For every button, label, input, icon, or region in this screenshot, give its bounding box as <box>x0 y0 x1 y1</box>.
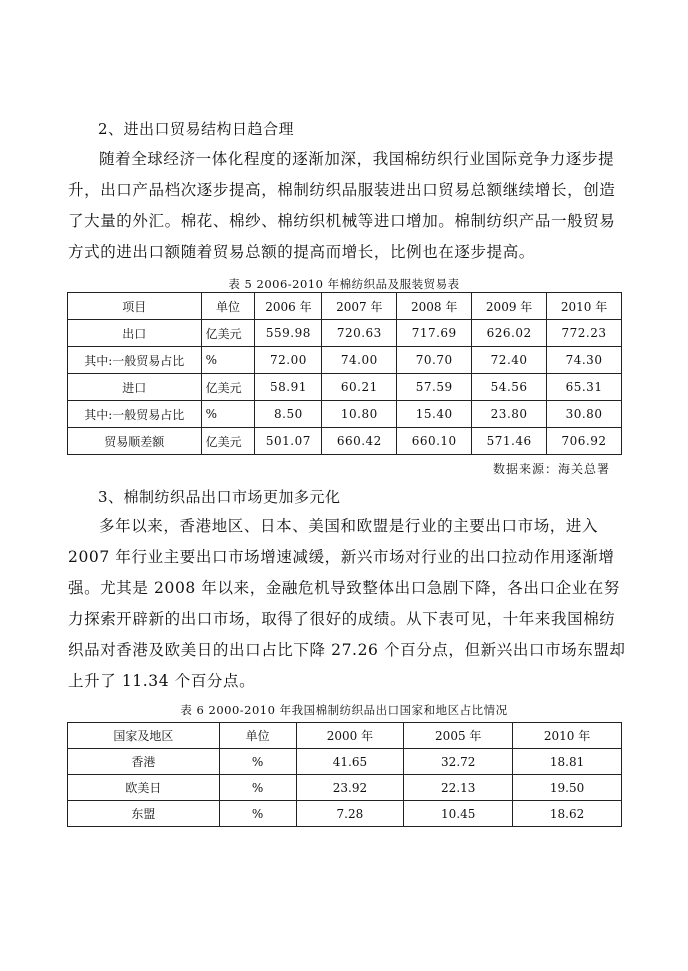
paragraph-line: 随着全球经济一体化程度的逐渐加深，我国棉纺织行业国际竞争力逐步提 <box>99 150 615 168</box>
row-label: 香港 <box>68 749 220 775</box>
value-cell: 18.81 <box>513 749 622 775</box>
value-cell: 72.40 <box>472 347 547 374</box>
value-cell: 720.63 <box>322 320 397 347</box>
row-label: 欧美日 <box>68 775 220 801</box>
value-cell: 57.59 <box>397 374 472 401</box>
table-row <box>68 801 622 827</box>
unit-cell: % <box>219 749 296 775</box>
value-cell: 660.42 <box>322 428 397 455</box>
value-cell: 559.98 <box>255 320 322 347</box>
value-cell: 32.72 <box>404 749 513 775</box>
value-cell: 23.92 <box>296 775 404 801</box>
paragraph-line: 力探索开辟新的出口市场，取得了很好的成绩。从下表可见，十年来我国棉纺 <box>68 610 616 628</box>
header-cell: 项目 <box>68 293 202 320</box>
table-row <box>68 775 622 801</box>
value-cell: 717.69 <box>397 320 472 347</box>
paragraph-line: 2007 年行业主要出口市场增速减缓，新兴市场对行业的出口拉动作用逐渐增 <box>68 548 615 566</box>
value-cell: 74.00 <box>322 347 397 374</box>
value-cell: 54.56 <box>472 374 547 401</box>
paragraph-line: 升，出口产品档次逐步提高，棉制纺织品服装进出口贸易总额继续增长，创造 <box>68 181 616 199</box>
row-label: 进口 <box>68 374 202 401</box>
value-cell: 501.07 <box>255 428 322 455</box>
table-row <box>68 320 622 347</box>
row-label: 其中:一般贸易占比 <box>68 347 202 374</box>
table-caption: 表 5 2006-2010 年棉纺织品及服装贸易表 <box>228 277 460 291</box>
value-cell: 8.50 <box>255 401 322 428</box>
value-cell: 10.80 <box>322 401 397 428</box>
unit-cell: % <box>201 401 255 428</box>
unit-cell: % <box>219 775 296 801</box>
value-cell: 30.80 <box>547 401 622 428</box>
value-cell: 23.80 <box>472 401 547 428</box>
section-heading: 2、进出口贸易结构日趋合理 <box>98 120 295 138</box>
paragraph-line: 多年以来，香港地区、日本、美国和欧盟是行业的主要出口市场，进入 <box>99 517 599 535</box>
header-cell: 国家及地区 <box>68 723 220 749</box>
table-caption: 表 6 2000-2010 年我国棉制纺织品出口国家和地区占比情况 <box>180 703 508 717</box>
value-cell: 706.92 <box>547 428 622 455</box>
value-cell: 10.45 <box>404 801 513 827</box>
table-row <box>68 749 622 775</box>
value-cell: 660.10 <box>397 428 472 455</box>
value-cell: 58.91 <box>255 374 322 401</box>
paragraph-line: 上升了 11.34 个百分点。 <box>68 672 256 690</box>
header-cell: 2009 年 <box>472 293 547 320</box>
header-cell: 2007 年 <box>322 293 397 320</box>
section-heading: 3、棉制纺织品出口市场更加多元化 <box>98 488 341 506</box>
value-cell: 7.28 <box>296 801 404 827</box>
paragraph-line: 强。尤其是 2008 年以来，金融危机导致整体出口急剧下降，各出口企业在努 <box>68 579 621 597</box>
value-cell: 70.70 <box>397 347 472 374</box>
value-cell: 65.31 <box>547 374 622 401</box>
value-cell: 74.30 <box>547 347 622 374</box>
row-label: 其中:一般贸易占比 <box>68 401 202 428</box>
paragraph <box>68 511 628 697</box>
row-label: 东盟 <box>68 801 220 827</box>
value-cell: 19.50 <box>513 775 622 801</box>
header-cell: 2008 年 <box>397 293 472 320</box>
header-cell: 2010 年 <box>513 723 622 749</box>
paragraph-line: 织品对香港及欧美日的出口占比下降 27.26 个百分点，但新兴出口市场东盟却 <box>68 641 626 659</box>
header-cell: 单位 <box>201 293 255 320</box>
header-cell: 2006 年 <box>255 293 322 320</box>
header-cell: 2000 年 <box>296 723 404 749</box>
paragraph-line: 了大量的外汇。棉花、棉纱、棉纺织机械等进口增加。棉制纺织产品一般贸易 <box>68 212 616 230</box>
value-cell: 72.00 <box>255 347 322 374</box>
header-cell: 单位 <box>219 723 296 749</box>
table-header-row <box>68 293 622 320</box>
value-cell: 22.13 <box>404 775 513 801</box>
value-cell: 18.62 <box>513 801 622 827</box>
header-cell: 2010 年 <box>547 293 622 320</box>
value-cell: 15.40 <box>397 401 472 428</box>
unit-cell: 亿美元 <box>201 320 255 347</box>
trade-table <box>67 292 622 455</box>
value-cell: 626.02 <box>472 320 547 347</box>
value-cell: 772.23 <box>547 320 622 347</box>
table-header-row <box>68 723 622 749</box>
table-row <box>68 401 622 428</box>
unit-cell: % <box>201 347 255 374</box>
table-row <box>68 428 622 455</box>
paragraph-line: 方式的进出口额随着贸易总额的提高而增长，比例也在逐步提高。 <box>68 243 535 261</box>
value-cell: 60.21 <box>322 374 397 401</box>
header-cell: 2005 年 <box>404 723 513 749</box>
unit-cell: % <box>219 801 296 827</box>
table-row <box>68 347 622 374</box>
paragraph <box>68 144 628 268</box>
value-cell: 571.46 <box>472 428 547 455</box>
table-row <box>68 374 622 401</box>
unit-cell: 亿美元 <box>201 428 255 455</box>
unit-cell: 亿美元 <box>201 374 255 401</box>
data-source-note: 数据来源：海关总署 <box>492 462 610 476</box>
row-label: 出口 <box>68 320 202 347</box>
row-label: 贸易顺差额 <box>68 428 202 455</box>
export-region-table <box>67 722 622 827</box>
value-cell: 41.65 <box>296 749 404 775</box>
